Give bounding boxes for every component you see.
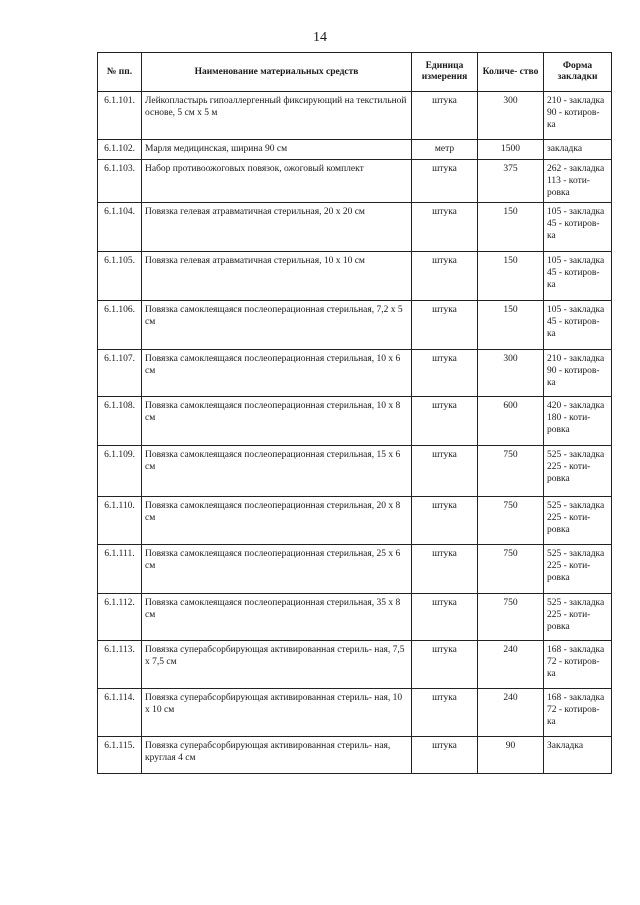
table-header-row: [98, 53, 612, 92]
item-name: Повязка суперабсорбирующая активированная стериль- ная, круглая 4 см: [142, 737, 412, 774]
item-name: Повязка самоклеящаяся послеоперационная стерильная, 25 х 6 см: [142, 545, 412, 594]
item-name: Повязка суперабсорбирующая активированная стериль- ная, 10 х 10 см: [142, 689, 412, 737]
item-quantity: 750: [478, 446, 544, 497]
item-form: 168 - закладка 72 - котиров- ка: [544, 641, 612, 689]
item-number: 6.1.106.: [98, 301, 142, 350]
item-unit: штука: [412, 497, 478, 545]
item-name: Повязка самоклеящаяся послеоперационная стерильная, 7,2 х 5 см: [142, 301, 412, 350]
item-unit: штука: [412, 92, 478, 140]
table-row: [98, 160, 612, 203]
item-form: 525 - закладка 225 - коти- ровка: [544, 594, 612, 641]
item-form: закладка: [544, 140, 612, 160]
item-quantity: 150: [478, 301, 544, 350]
table-row: [98, 737, 612, 774]
item-unit: штука: [412, 397, 478, 446]
item-unit: штука: [412, 594, 478, 641]
item-name: Набор противоожоговых повязок, ожоговый комплект: [142, 160, 412, 203]
item-quantity: 300: [478, 350, 544, 397]
table-row: [98, 497, 612, 545]
item-unit: штука: [412, 160, 478, 203]
item-name: Повязка самоклеящаяся послеоперационная стерильная, 10 х 8 см: [142, 397, 412, 446]
item-quantity: 750: [478, 497, 544, 545]
item-name: Повязка суперабсорбирующая активированная стериль- ная, 7,5 х 7,5 см: [142, 641, 412, 689]
item-quantity: 750: [478, 545, 544, 594]
item-unit: штука: [412, 446, 478, 497]
item-number: 6.1.102.: [98, 140, 142, 160]
item-quantity: 240: [478, 689, 544, 737]
item-unit: штука: [412, 737, 478, 774]
item-name: Марля медицинская, ширина 90 см: [142, 140, 412, 160]
item-form: 525 - закладка 225 - коти- ровка: [544, 545, 612, 594]
item-form: 168 - закладка 72 - котиров- ка: [544, 689, 612, 737]
table-row: [98, 252, 612, 301]
header-form: Форма закладки: [544, 53, 612, 92]
header-unit: Единица измерения: [412, 53, 478, 92]
table-row: [98, 140, 612, 160]
item-number: 6.1.104.: [98, 203, 142, 252]
table-row: [98, 301, 612, 350]
item-number: 6.1.105.: [98, 252, 142, 301]
table-row: [98, 446, 612, 497]
item-name: Повязка гелевая атравматичная стерильная, 10 х 10 см: [142, 252, 412, 301]
item-name: Повязка самоклеящаяся послеоперационная стерильная, 20 х 8 см: [142, 497, 412, 545]
item-unit: штука: [412, 203, 478, 252]
item-quantity: 300: [478, 92, 544, 140]
item-quantity: 150: [478, 203, 544, 252]
header-name: Наименование материальных средств: [142, 53, 412, 92]
item-quantity: 240: [478, 641, 544, 689]
item-name: Повязка самоклеящаяся послеоперационная стерильная, 35 х 8 см: [142, 594, 412, 641]
item-number: 6.1.107.: [98, 350, 142, 397]
table-row: [98, 689, 612, 737]
item-number: 6.1.111.: [98, 545, 142, 594]
item-number: 6.1.113.: [98, 641, 142, 689]
item-form: 525 - закладка 225 - коти- ровка: [544, 446, 612, 497]
item-form: 105 - закладка 45 - котиров- ка: [544, 252, 612, 301]
page-number: 14: [313, 30, 327, 45]
header-quantity: Количе- ство: [478, 53, 544, 92]
table-row: [98, 594, 612, 641]
item-number: 6.1.110.: [98, 497, 142, 545]
item-name: Повязка самоклеящаяся послеоперационная стерильная, 15 х 6 см: [142, 446, 412, 497]
table-row: [98, 203, 612, 252]
item-number: 6.1.109.: [98, 446, 142, 497]
item-unit: штука: [412, 641, 478, 689]
item-unit: штука: [412, 689, 478, 737]
item-number: 6.1.101.: [98, 92, 142, 140]
table-row: [98, 397, 612, 446]
item-form: 210 - закладка 90 - котиров- ка: [544, 350, 612, 397]
item-number: 6.1.108.: [98, 397, 142, 446]
item-name: Повязка самоклеящаяся послеоперационная стерильная, 10 х 6 см: [142, 350, 412, 397]
item-form: Закладка: [544, 737, 612, 774]
header-number: № пп.: [98, 53, 142, 92]
item-form: 525 - закладка 225 - коти- ровка: [544, 497, 612, 545]
item-form: 262 - закладка 113 - коти- ровка: [544, 160, 612, 203]
item-quantity: 375: [478, 160, 544, 203]
item-quantity: 750: [478, 594, 544, 641]
item-number: 6.1.114.: [98, 689, 142, 737]
item-number: 6.1.112.: [98, 594, 142, 641]
item-quantity: 90: [478, 737, 544, 774]
item-unit: штука: [412, 350, 478, 397]
materials-table: [97, 52, 612, 774]
table-row: [98, 350, 612, 397]
item-unit: метр: [412, 140, 478, 160]
item-form: 105 - закладка 45 - котиров- ка: [544, 301, 612, 350]
item-unit: штука: [412, 301, 478, 350]
item-unit: штука: [412, 545, 478, 594]
item-unit: штука: [412, 252, 478, 301]
item-number: 6.1.103.: [98, 160, 142, 203]
item-form: 105 - закладка 45 - котиров- ка: [544, 203, 612, 252]
item-name: Лейкопластырь гипоаллергенный фиксирующий на текстильной основе, 5 см х 5 м: [142, 92, 412, 140]
item-form: 420 - закладка 180 - коти- ровка: [544, 397, 612, 446]
item-quantity: 150: [478, 252, 544, 301]
item-name: Повязка гелевая атравматичная стерильная, 20 х 20 см: [142, 203, 412, 252]
item-quantity: 1500: [478, 140, 544, 160]
table-row: [98, 641, 612, 689]
item-number: 6.1.115.: [98, 737, 142, 774]
table-row: [98, 545, 612, 594]
table-row: [98, 92, 612, 140]
item-form: 210 - закладка 90 - котиров- ка: [544, 92, 612, 140]
item-quantity: 600: [478, 397, 544, 446]
